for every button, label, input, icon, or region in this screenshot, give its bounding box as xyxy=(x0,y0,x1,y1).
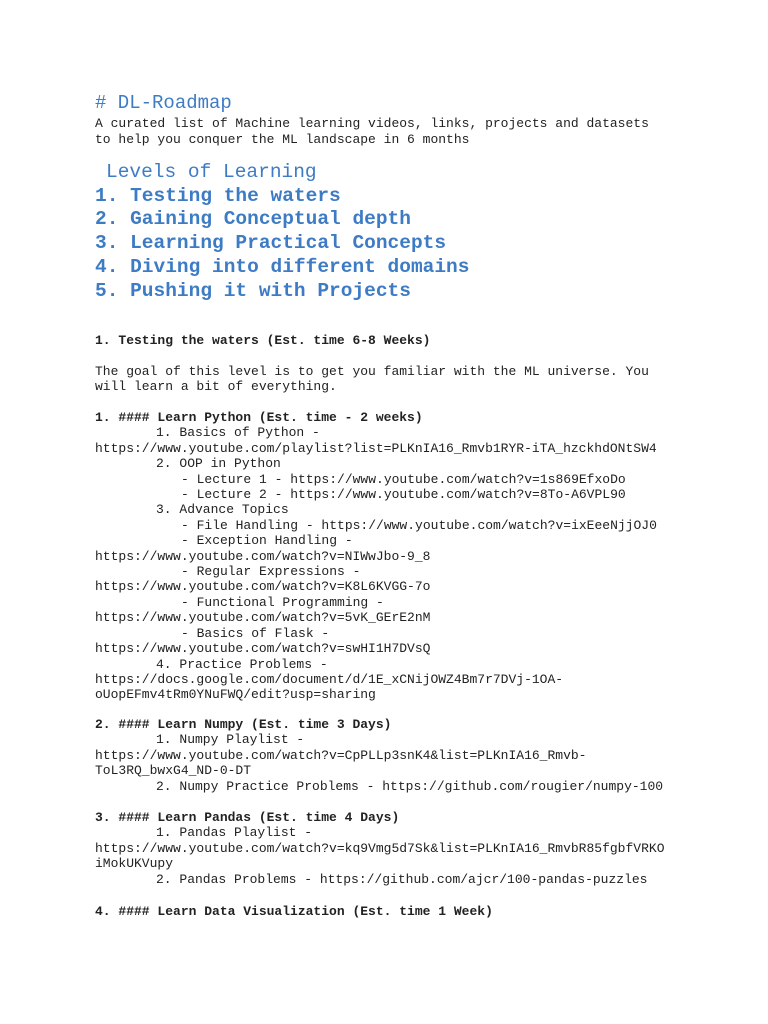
level-item: 1. Testing the waters xyxy=(95,184,341,207)
link[interactable]: https://www.youtube.com/watch?v=NIWwJbo-9_8 xyxy=(95,548,431,564)
pandas-section xyxy=(95,810,665,887)
section-heading: 1. Testing the waters (Est. time 6-8 Weeks) xyxy=(95,333,431,348)
list-item: 4. Practice Problems - xyxy=(156,656,328,672)
numpy-section xyxy=(95,717,663,794)
levels-list xyxy=(95,161,469,303)
link[interactable]: https://www.youtube.com/watch?v=swHI1H7DVsQ xyxy=(95,641,431,657)
levels-title: Levels of Learning xyxy=(106,161,317,183)
link[interactable]: 2. Numpy Practice Problems - https://github.com/rougier/numpy-100 xyxy=(156,778,664,794)
list-item: 1. Numpy Playlist - xyxy=(156,732,305,748)
intro-line: A curated list of Machine learning videos, links, projects and datasets xyxy=(95,116,649,131)
section-goal xyxy=(95,364,649,395)
dataviz-heading: 4. #### Learn Data Visualization (Est. time 1 Week) xyxy=(95,904,493,919)
python-heading: 1. #### Learn Python (Est. time - 2 weeks) xyxy=(95,410,423,425)
list-item: - Exception Handling - xyxy=(181,533,353,549)
link[interactable]: - File Handling - https://www.youtube.com/watch?v=ixEeeNjjOJ0 xyxy=(181,517,657,533)
numpy-heading: 2. #### Learn Numpy (Est. time 3 Days) xyxy=(95,717,392,732)
level-item: 3. Learning Practical Concepts xyxy=(95,232,447,255)
pandas-heading: 3. #### Learn Pandas (Est. time 4 Days) xyxy=(95,810,400,825)
link[interactable]: https://www.youtube.com/watch?v=5vK_GErE2nM xyxy=(95,610,431,626)
list-item: 1. Basics of Python - xyxy=(156,425,320,441)
link[interactable]: - Lecture 1 - https://www.youtube.com/watch?v=1s869EfxoDo xyxy=(181,471,626,487)
level-item: 4. Diving into different domains xyxy=(95,255,470,278)
list-item: 3. Advance Topics xyxy=(156,502,289,518)
link[interactable]: 2. Pandas Problems - https://github.com/ajcr/100-pandas-puzzles xyxy=(156,871,648,887)
link[interactable]: https://docs.google.com/document/d/1E_xCNijOWZ4Bm7r7DVj-1OA- xyxy=(95,671,564,687)
list-item: 2. OOP in Python xyxy=(156,456,281,472)
level-item: 5. Pushing it with Projects xyxy=(95,279,411,302)
level-item: 2. Gaining Conceptual depth xyxy=(95,208,411,231)
link[interactable]: https://www.youtube.com/watch?v=K8L6KVGG-7o xyxy=(95,579,431,595)
list-item: - Basics of Flask - xyxy=(181,625,330,641)
list-item: - Functional Programming - xyxy=(181,594,384,610)
goal-line: will learn a bit of everything. xyxy=(95,379,337,395)
document-title: # DL-Roadmap xyxy=(95,92,232,114)
link[interactable]: https://www.youtube.com/watch?v=kq9Vmg5d7Sk&list=PLKnIA16_RmvbR85fgbfVRKO xyxy=(95,840,665,856)
link[interactable]: https://www.youtube.com/watch?v=CpPLLp3snK4&list=PLKnIA16_Rmvb- xyxy=(95,747,587,763)
list-item: 1. Pandas Playlist - xyxy=(156,825,313,841)
intro-paragraph xyxy=(95,116,649,148)
link[interactable]: oUopEFmv4tRm0YNuFWQ/edit?usp=sharing xyxy=(95,687,376,703)
goal-line: The goal of this level is to get you familiar with the ML universe. You xyxy=(95,364,649,379)
link[interactable]: https://www.youtube.com/playlist?list=PLKnIA16_Rmvb1RYR-iTA_hzckhdONtSW4 xyxy=(95,440,657,456)
python-section xyxy=(95,410,657,703)
link[interactable]: iMokUKVupy xyxy=(95,856,174,872)
list-item: - Regular Expressions - xyxy=(181,564,361,580)
link[interactable]: - Lecture 2 - https://www.youtube.com/watch?v=8To-A6VPL90 xyxy=(181,487,626,503)
link[interactable]: ToL3RQ_bwxG4_ND-0-DT xyxy=(95,763,252,779)
intro-line: to help you conquer the ML landscape in 6 months xyxy=(95,132,470,147)
